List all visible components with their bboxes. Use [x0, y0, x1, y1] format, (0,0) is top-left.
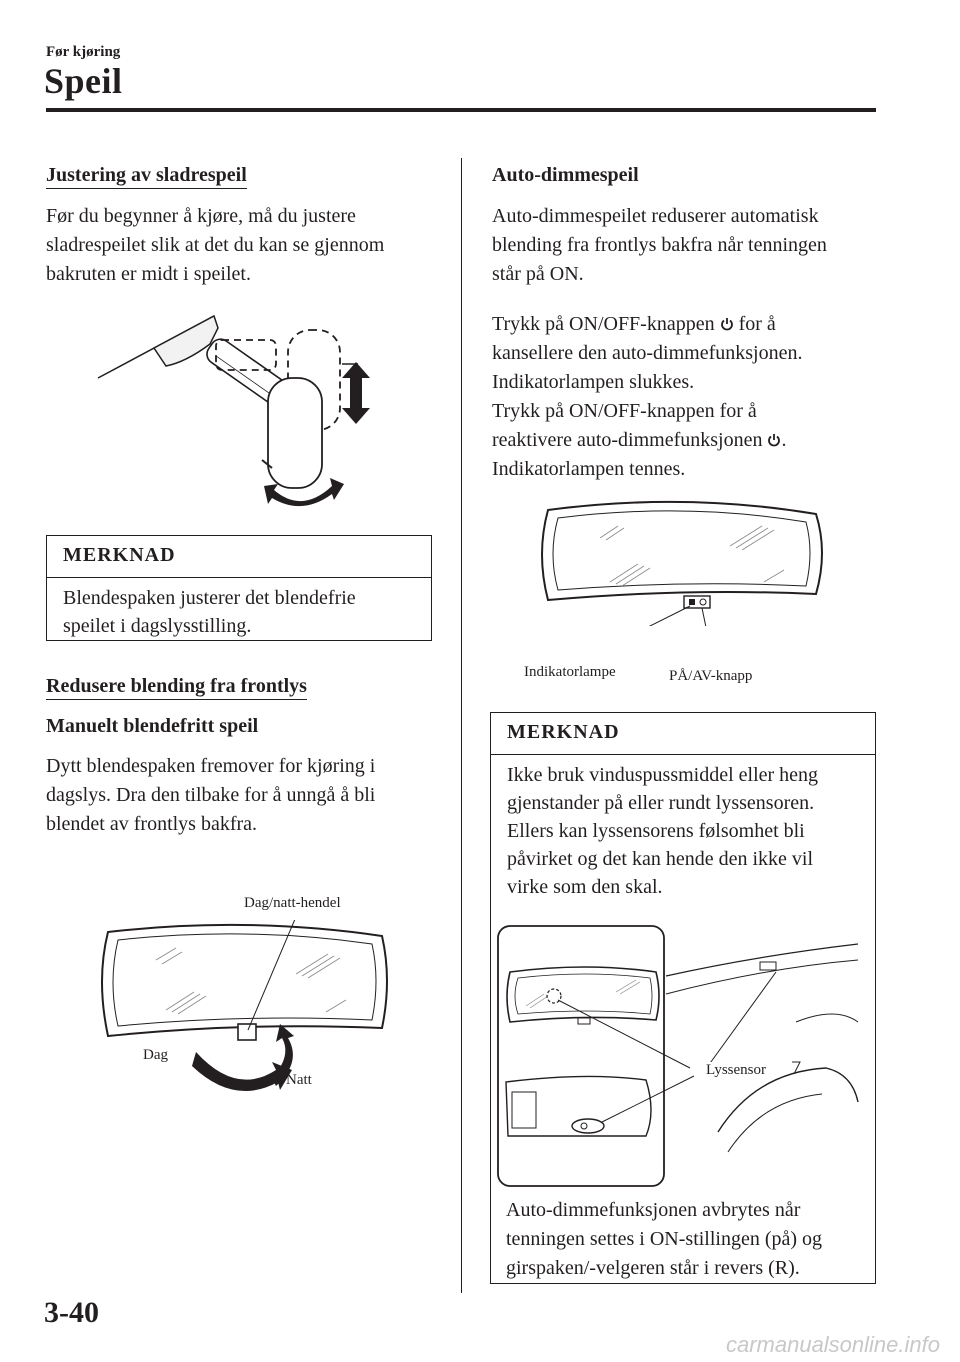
inset-frame — [498, 926, 664, 1186]
text-line: Ikke bruk vinduspussmiddel eller heng — [507, 764, 819, 786]
text-line: bakruten er midt i speilet. — [46, 263, 251, 285]
glare-heading: Redusere blending fra frontlys — [46, 675, 307, 700]
text-line: Auto-dimmespeilet reduserer automatisk — [492, 205, 819, 227]
glare-text — [46, 752, 375, 839]
text-line — [492, 310, 802, 339]
note-body — [47, 578, 431, 648]
watermark: carmanualsonline.info — [725, 1332, 940, 1357]
up-down-arrow — [342, 362, 370, 424]
text-line: Dytt blendespaken fremover for kjøring i — [46, 755, 376, 777]
text-line: gjenstander på eller rundt lyssensoren. — [507, 792, 815, 814]
text-line: står på ON. — [492, 263, 584, 285]
day-arrow — [192, 1052, 292, 1091]
text-line: Indikatorlampen slukkes. — [492, 371, 695, 393]
car-mirror-mount — [760, 962, 776, 970]
text-line: Før du begynner å kjøre, må du justere — [46, 205, 356, 227]
text-line: Blendespaken justerer det blendefrie — [63, 587, 356, 609]
mirror-vertical — [268, 378, 322, 488]
side-mirror-text — [46, 202, 384, 289]
text-line: dagslys. Dra den tilbake for å unngå å bli — [46, 784, 376, 806]
auto-dim-intro — [492, 202, 827, 289]
text-fragment: Trykk på ON/OFF-knappen — [492, 313, 720, 335]
day-night-lever — [238, 1024, 256, 1040]
text-line: girspaken/-velgeren står i revers (R). — [506, 1257, 800, 1279]
auto-dim-heading: Auto-dimmespeil — [492, 164, 639, 186]
text-line: Ellers kan lyssensorens følsomhet bli — [507, 820, 805, 842]
inset-mirror-front — [507, 967, 659, 1022]
text-line: sladrespeilet slik at det du kan se gjennom — [46, 234, 385, 256]
rear-sensor — [572, 1119, 604, 1133]
note-body — [491, 755, 875, 909]
note-heading: MERKNAD — [491, 713, 875, 755]
text-fragment: . — [781, 429, 787, 451]
note-box — [46, 535, 432, 641]
text-line: blending fra frontlys bakfra når tenningen — [492, 234, 827, 256]
manual-mirror-illustration — [96, 920, 396, 1100]
column-divider — [461, 158, 462, 1293]
mirror-adjust-illustration — [96, 300, 396, 516]
section-label: Før kjøring — [46, 44, 121, 60]
text-line — [492, 426, 802, 455]
light-sensor-illustration — [496, 922, 860, 1192]
note-heading: MERKNAD — [47, 536, 431, 578]
text-line: Indikatorlampen tennes. — [492, 458, 686, 480]
note-footer-text — [506, 1196, 822, 1283]
day-label: Dag — [143, 1047, 168, 1063]
power-icon — [767, 433, 781, 447]
text-line: tenningen settes i ON-stillingen (på) og — [506, 1228, 823, 1250]
indicator-lamp — [689, 599, 695, 605]
auto-dim-mirror-illustration — [534, 496, 834, 626]
auto-dim-instructions — [492, 310, 802, 484]
night-label: Natt — [286, 1072, 312, 1088]
text-fragment: for å — [733, 313, 776, 335]
text-line: blendet av frontlys bakfra. — [46, 813, 258, 835]
page-number: 3-40 — [44, 1296, 99, 1329]
manual-mirror-subheading: Manuelt blendefritt speil — [46, 715, 259, 737]
side-mirror-heading: Justering av sladrespeil — [46, 164, 247, 189]
power-icon — [720, 317, 734, 331]
text-line: kansellere den auto-dimmefunksjonen. — [492, 342, 803, 364]
text-fragment: reaktivere auto-dimmefunksjonen — [492, 429, 768, 451]
text-line: Trykk på ON/OFF-knappen for å — [492, 400, 757, 422]
text-line: Auto-dimmefunksjonen avbrytes når — [506, 1199, 801, 1221]
text-line: speilet i dagslysstilling. — [63, 615, 252, 637]
lever-label: Dag/natt-hendel — [244, 895, 341, 911]
text-line: påvirket og det kan hende den ikke vil — [507, 848, 814, 870]
title-rule — [46, 108, 876, 112]
page-title: Speil — [44, 61, 123, 101]
indicator-label: Indikatorlampe — [524, 664, 616, 680]
button-label: PÅ/AV-knapp — [669, 668, 753, 684]
text-line: virke som den skal. — [507, 876, 663, 898]
sensor-label: Lyssensor — [706, 1062, 766, 1078]
